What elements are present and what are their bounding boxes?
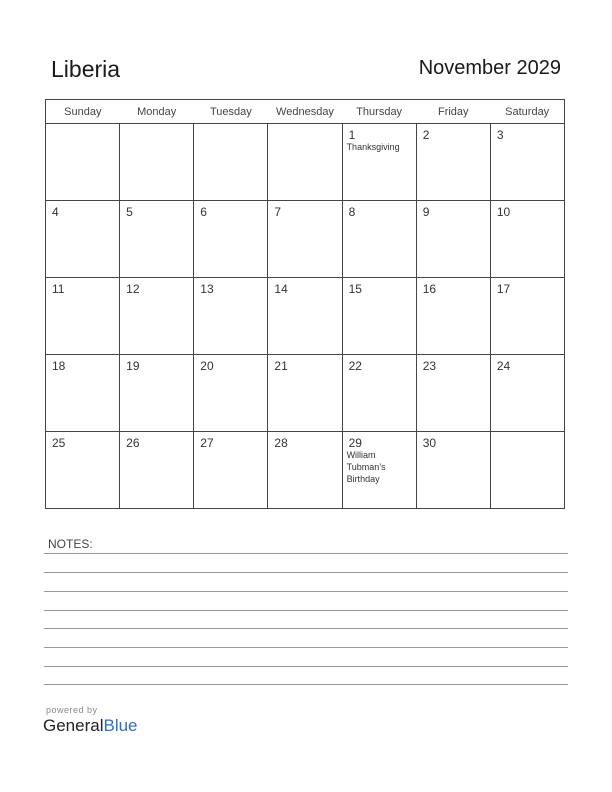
powered-by-text: powered by bbox=[46, 705, 98, 715]
day-number: 24 bbox=[496, 359, 511, 373]
calendar-grid bbox=[45, 99, 565, 509]
week-row bbox=[46, 355, 565, 432]
notes-line bbox=[44, 628, 568, 629]
month-year-title: November 2029 bbox=[418, 57, 561, 79]
day-number: 30 bbox=[422, 436, 437, 450]
day-number: 2 bbox=[422, 128, 430, 142]
day-number: 26 bbox=[126, 436, 140, 450]
holiday-label: William Tubman’s Birthday bbox=[346, 450, 386, 484]
day-cell[interactable] bbox=[268, 432, 342, 509]
day-number: 9 bbox=[422, 205, 430, 219]
weekday-wednesday: Wednesday bbox=[268, 100, 342, 124]
day-number: 13 bbox=[200, 282, 214, 296]
day-cell[interactable] bbox=[416, 432, 490, 509]
day-cell[interactable] bbox=[342, 355, 416, 432]
day-cell[interactable] bbox=[46, 432, 120, 509]
day-cell[interactable] bbox=[194, 278, 268, 355]
day-number: 20 bbox=[200, 359, 214, 373]
notes-line bbox=[44, 572, 568, 573]
day-cell[interactable] bbox=[268, 124, 342, 201]
weekday-sunday: Sunday bbox=[46, 100, 120, 124]
day-number: 5 bbox=[126, 205, 133, 219]
day-cell[interactable] bbox=[416, 201, 490, 278]
day-number: 11 bbox=[52, 282, 65, 296]
notes-line bbox=[44, 684, 568, 685]
day-number: 1 bbox=[348, 128, 356, 142]
day-number: 27 bbox=[200, 436, 214, 450]
week-row bbox=[46, 432, 565, 509]
day-number: 7 bbox=[274, 205, 282, 219]
notes-line bbox=[44, 666, 568, 667]
day-cell[interactable] bbox=[416, 278, 490, 355]
day-number: 10 bbox=[496, 205, 511, 219]
day-cell[interactable] bbox=[416, 355, 490, 432]
day-cell[interactable] bbox=[268, 278, 342, 355]
day-number: 16 bbox=[422, 282, 437, 296]
day-number: 15 bbox=[348, 282, 362, 296]
brand-blue: Blue bbox=[103, 716, 138, 735]
day-cell[interactable] bbox=[120, 278, 194, 355]
day-cell[interactable] bbox=[120, 355, 194, 432]
day-cell[interactable] bbox=[120, 432, 194, 509]
day-cell[interactable] bbox=[120, 124, 194, 201]
weekday-friday: Friday bbox=[416, 100, 490, 124]
brand-general: General bbox=[43, 716, 104, 735]
day-number: 14 bbox=[274, 282, 288, 296]
notes-line bbox=[44, 591, 568, 592]
day-number: 8 bbox=[348, 205, 356, 219]
weekday-header-row bbox=[46, 100, 565, 124]
notes-line bbox=[44, 553, 568, 554]
day-number: 6 bbox=[200, 205, 207, 219]
day-cell[interactable] bbox=[46, 278, 120, 355]
day-number: 12 bbox=[126, 282, 140, 296]
country-title: Liberia bbox=[51, 56, 121, 82]
day-number: 18 bbox=[52, 359, 66, 373]
day-number: 4 bbox=[52, 205, 59, 219]
week-row bbox=[46, 278, 565, 355]
generalblue-logo[interactable] bbox=[43, 716, 138, 736]
day-cell[interactable] bbox=[268, 201, 342, 278]
day-number: 22 bbox=[348, 359, 362, 373]
day-cell[interactable] bbox=[490, 278, 564, 355]
weekday-saturday: Saturday bbox=[490, 100, 564, 124]
day-cell[interactable] bbox=[342, 124, 416, 201]
notes-label: NOTES: bbox=[48, 537, 93, 551]
day-cell[interactable] bbox=[194, 355, 268, 432]
day-cell[interactable] bbox=[194, 201, 268, 278]
day-cell[interactable] bbox=[342, 278, 416, 355]
day-cell[interactable] bbox=[46, 201, 120, 278]
notes-line bbox=[44, 647, 568, 648]
day-cell[interactable] bbox=[120, 201, 194, 278]
weekday-tuesday: Tuesday bbox=[194, 100, 268, 124]
week-row bbox=[46, 124, 565, 201]
day-cell[interactable] bbox=[46, 124, 120, 201]
day-cell[interactable] bbox=[490, 432, 564, 509]
day-number: 23 bbox=[422, 359, 437, 373]
day-cell[interactable] bbox=[268, 355, 342, 432]
day-cell[interactable] bbox=[194, 432, 268, 509]
day-cell[interactable] bbox=[490, 201, 564, 278]
day-number: 19 bbox=[126, 359, 140, 373]
day-number: 3 bbox=[496, 128, 504, 142]
day-number: 29 bbox=[348, 436, 362, 450]
day-number: 21 bbox=[274, 359, 288, 373]
day-cell[interactable] bbox=[46, 355, 120, 432]
day-number: 25 bbox=[52, 436, 66, 450]
day-cell[interactable] bbox=[342, 432, 416, 509]
weekday-monday: Monday bbox=[120, 100, 194, 124]
day-cell[interactable] bbox=[490, 124, 564, 201]
notes-line bbox=[44, 610, 568, 611]
holiday-label: Thanksgiving bbox=[346, 142, 400, 152]
weekday-thursday: Thursday bbox=[342, 100, 416, 124]
day-number: 17 bbox=[496, 282, 511, 296]
day-cell[interactable] bbox=[490, 355, 564, 432]
day-cell[interactable] bbox=[342, 201, 416, 278]
week-row bbox=[46, 201, 565, 278]
day-cell[interactable] bbox=[194, 124, 268, 201]
day-number: 28 bbox=[274, 436, 288, 450]
day-cell[interactable] bbox=[416, 124, 490, 201]
